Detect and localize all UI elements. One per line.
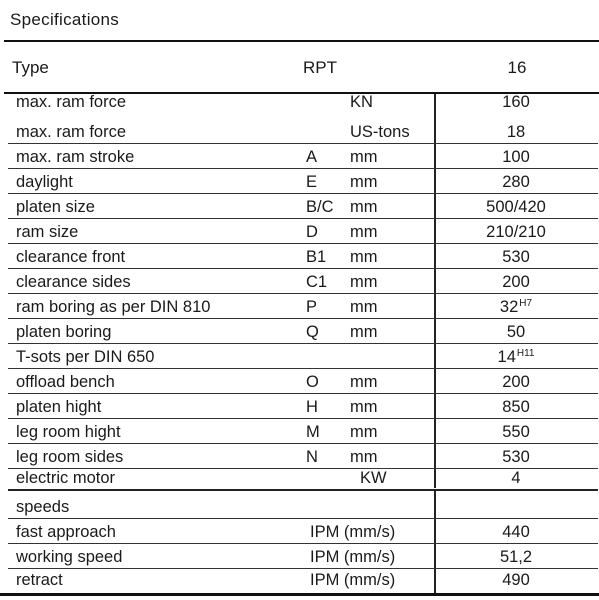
speed-unit: IPM (mm/s) bbox=[310, 523, 396, 541]
spec-param: ram size bbox=[16, 223, 79, 241]
top-rule bbox=[4, 40, 599, 42]
spec-value: 550 bbox=[502, 423, 530, 441]
speeds-heading: speeds bbox=[16, 498, 70, 516]
speed-unit: IPM (mm/s) bbox=[310, 548, 396, 566]
spec-value: 4 bbox=[511, 469, 521, 487]
spec-value: 280 bbox=[502, 173, 530, 191]
spec-param: max. ram force bbox=[16, 93, 127, 111]
spec-row bbox=[8, 94, 598, 113]
spec-row bbox=[8, 469, 598, 491]
spec-param: platen size bbox=[16, 198, 95, 216]
speed-value: 490 bbox=[502, 571, 530, 589]
spec-symbol: M bbox=[306, 423, 320, 441]
speed-row bbox=[8, 519, 598, 544]
spec-symbol: N bbox=[306, 448, 318, 466]
spec-param: leg room sides bbox=[16, 448, 124, 466]
spec-symbol: H bbox=[306, 398, 318, 416]
spec-row bbox=[8, 169, 598, 194]
model-label: 16 bbox=[507, 58, 527, 77]
spec-value-number: 32 bbox=[499, 298, 519, 316]
tolerance-class: H7 bbox=[519, 298, 533, 309]
spec-unit: mm bbox=[350, 273, 378, 291]
spec-value: 850 bbox=[502, 398, 530, 416]
spec-value: 160 bbox=[502, 93, 530, 111]
spec-unit: mm bbox=[350, 323, 378, 341]
spec-value: 100 bbox=[502, 148, 530, 166]
speed-param: retract bbox=[16, 571, 63, 589]
spec-param: offload bench bbox=[16, 373, 115, 391]
speeds-heading-row bbox=[8, 494, 598, 519]
spec-param: platen hight bbox=[16, 398, 102, 416]
spec-param: leg room hight bbox=[16, 423, 121, 441]
spec-row bbox=[8, 294, 598, 319]
spec-value: 50 bbox=[506, 323, 526, 341]
spec-param: daylight bbox=[16, 173, 73, 191]
spec-symbol: A bbox=[306, 148, 318, 166]
spec-unit: mm bbox=[350, 248, 378, 266]
spec-unit: mm bbox=[350, 448, 378, 466]
spec-value-number: 14 bbox=[497, 348, 516, 366]
spec-value: 200 bbox=[502, 273, 530, 291]
spec-row bbox=[8, 219, 598, 244]
spec-symbol: B/C bbox=[306, 198, 334, 216]
type-label: Type bbox=[12, 58, 49, 77]
spec-unit: US-tons bbox=[350, 123, 410, 141]
spec-param: clearance sides bbox=[16, 273, 131, 291]
spec-unit: KN bbox=[350, 93, 373, 111]
spec-value bbox=[436, 298, 596, 317]
spec-symbol: B1 bbox=[306, 248, 327, 266]
speed-value: 51,2 bbox=[499, 548, 533, 566]
speed-row bbox=[8, 544, 598, 569]
spec-param: T-sots per DIN 650 bbox=[16, 348, 155, 366]
spec-param: platen boring bbox=[16, 323, 112, 341]
spec-row bbox=[8, 369, 598, 394]
speed-value: 440 bbox=[502, 523, 530, 541]
spec-symbol: D bbox=[306, 223, 318, 241]
spec-value: 200 bbox=[502, 373, 530, 391]
spec-row bbox=[8, 394, 598, 419]
section-title: Specifications bbox=[10, 10, 120, 29]
spec-unit: mm bbox=[350, 423, 378, 441]
spec-unit: mm bbox=[350, 148, 378, 166]
spec-param: clearance front bbox=[16, 248, 126, 266]
spec-row bbox=[8, 444, 598, 469]
spec-symbol: Q bbox=[306, 323, 319, 341]
spec-value: 18 bbox=[506, 123, 526, 141]
spec-param: electric motor bbox=[16, 469, 116, 487]
speed-row bbox=[8, 569, 598, 591]
spec-value bbox=[436, 348, 596, 367]
spec-symbol: P bbox=[306, 298, 318, 316]
spec-row bbox=[8, 194, 598, 219]
spec-value: 530 bbox=[502, 248, 530, 266]
spec-unit: mm bbox=[350, 298, 378, 316]
spec-param: max. ram force bbox=[16, 123, 127, 141]
tolerance-class: H11 bbox=[516, 348, 535, 359]
spec-unit: mm bbox=[350, 198, 378, 216]
spec-unit: mm bbox=[350, 223, 378, 241]
spec-param: ram boring as per DIN 810 bbox=[16, 298, 211, 316]
spec-symbol: E bbox=[306, 173, 318, 191]
spec-value: 530 bbox=[502, 448, 530, 466]
spec-unit: mm bbox=[350, 398, 378, 416]
type-header-row bbox=[0, 54, 599, 84]
spec-param: max. ram stroke bbox=[16, 148, 135, 166]
spec-row bbox=[8, 113, 598, 144]
spec-row bbox=[8, 419, 598, 444]
speed-param: working speed bbox=[16, 548, 123, 566]
spec-unit: mm bbox=[350, 173, 378, 191]
spec-row bbox=[8, 144, 598, 169]
speed-param: fast approach bbox=[16, 523, 116, 541]
bottom-rule bbox=[0, 593, 599, 596]
spec-value: 500/420 bbox=[486, 198, 546, 216]
spec-unit: KW bbox=[360, 469, 387, 487]
spec-value: 210/210 bbox=[486, 223, 546, 241]
spec-row bbox=[8, 319, 598, 344]
spec-symbol: C1 bbox=[306, 273, 328, 291]
spec-symbol: O bbox=[306, 373, 319, 391]
spec-row bbox=[8, 244, 598, 269]
speed-unit: IPM (mm/s) bbox=[310, 571, 396, 589]
spec-row bbox=[8, 344, 598, 369]
series-label: RPT bbox=[303, 58, 337, 77]
spec-row bbox=[8, 269, 598, 294]
spec-unit: mm bbox=[350, 373, 378, 391]
